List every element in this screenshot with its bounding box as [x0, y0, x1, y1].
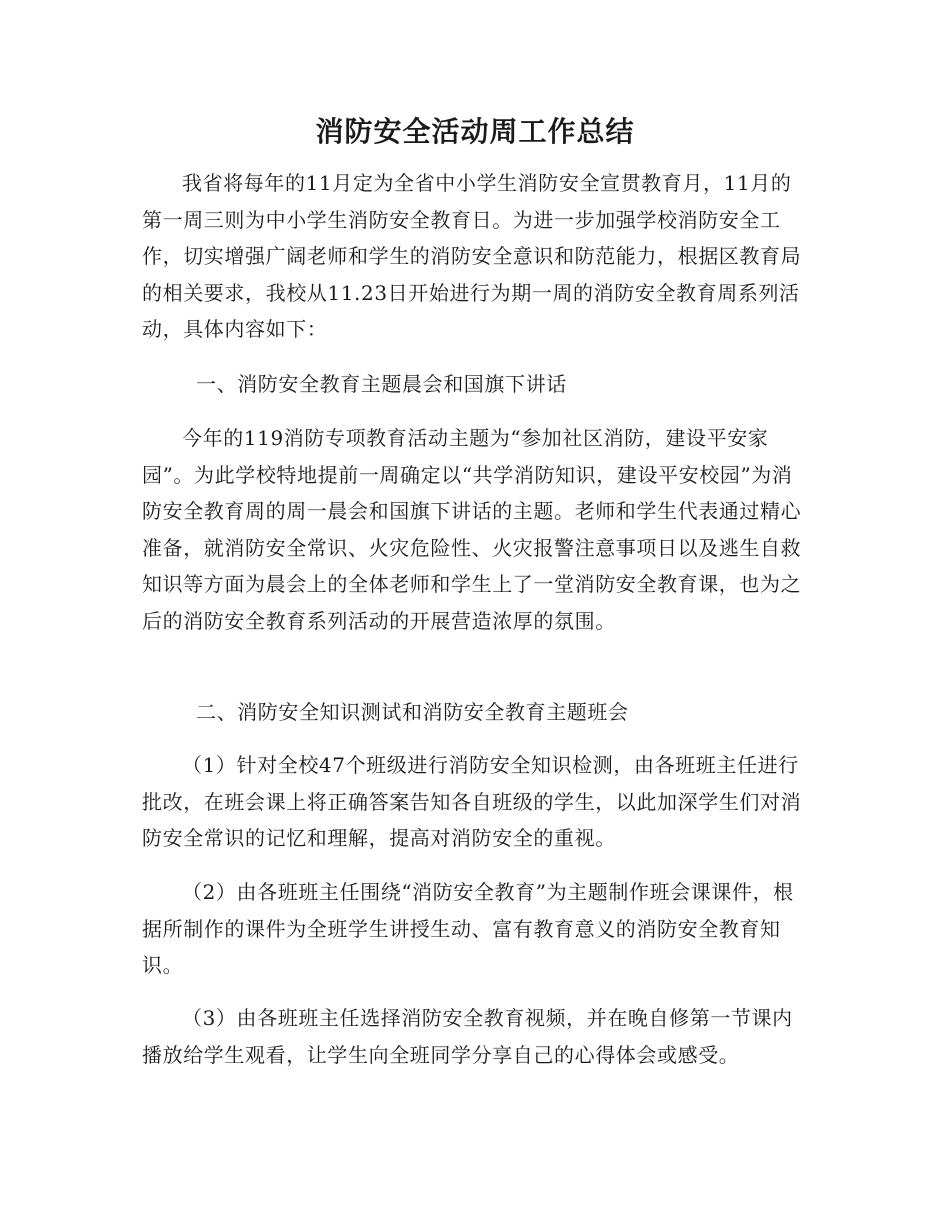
section-1-paragraph-block — [142, 420, 810, 639]
section-1-paragraph: 今年的119消防专项教育活动主题为“参加社区消防，建设平安家园”。为此学校特地提前一周确定以“共学消防知识，建设平安校园”为消防安全教育周的周一晨会和国旗下讲话的主题。老师和学生代表通过精心准备，就消防安全常识、火灾危险性、火灾报警注意事项日以及逃生自救知识等方面为晨会上的全体老师和学生上了一堂消防安全教育课，也为之后的消防安全教育系列活动的开展营造浓厚的氛围。 — [142, 426, 802, 633]
section-2-item-3: （3）由各班班主任选择消防安全教育视频，并在晚自修第一节课内播放给学生观看，让学生向全班同学分享自己的心得体会或感受。 — [142, 1006, 793, 1067]
document-title: 消防安全活动周工作总结 — [315, 115, 635, 148]
section-1-heading: 一、消防安全教育主题晨会和国旗下讲话 — [196, 372, 567, 396]
section-2-item-3-block — [142, 1000, 810, 1073]
section-2-item-1: （1）针对全校47个班级进行消防安全知识检测，由各班班主任进行批改，在班会课上将正确答案告知各自班级的学生，以此加深学生们对消防安全常识的记忆和理解，提高对消防安全的重视。 — [142, 753, 802, 850]
section-2-item-2-block — [142, 874, 810, 984]
intro-paragraph-block — [142, 165, 810, 348]
section-2-item-1-block — [142, 747, 810, 857]
intro-paragraph: 我省将每年的11月定为全省中小学生消防安全宣贯教育月，11月的第一周三则为中小学生消防安全教育日。为进一步加强学校消防安全工作，切实增强广阔老师和学生的消防安全意识和防范能力，根据区教育局的相关要求，我校从11.23日开始进行为期一周的消防安全教育周系列活动，具体内容如下： — [142, 171, 802, 341]
section-2-heading: 二、消防安全知识测试和消防安全教育主题班会 — [196, 700, 629, 724]
section-2-item-2: （2）由各班班主任围绕“消防安全教育”为主题制作班会课课件，根据所制作的课件为全班学生讲授生动、富有教育意义的消防安全教育知识。 — [142, 880, 794, 977]
